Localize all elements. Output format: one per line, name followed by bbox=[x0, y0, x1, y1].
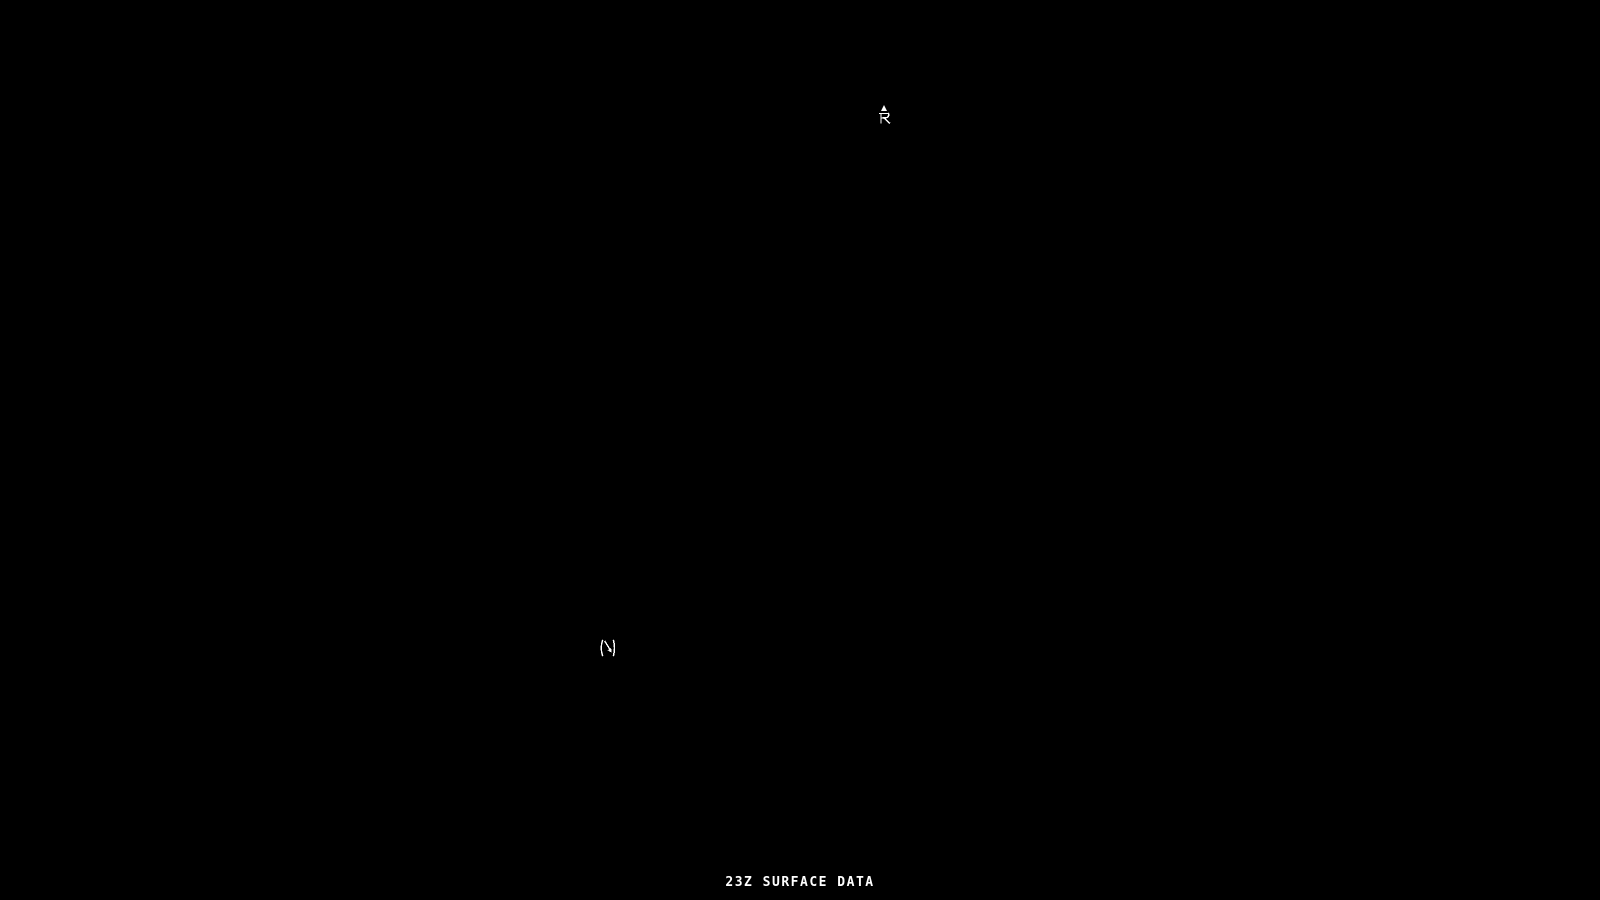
data-source-label: 23Z SURFACE DATA bbox=[725, 875, 875, 890]
station-plot-icon bbox=[598, 639, 617, 657]
station-plot-icon bbox=[878, 103, 892, 125]
